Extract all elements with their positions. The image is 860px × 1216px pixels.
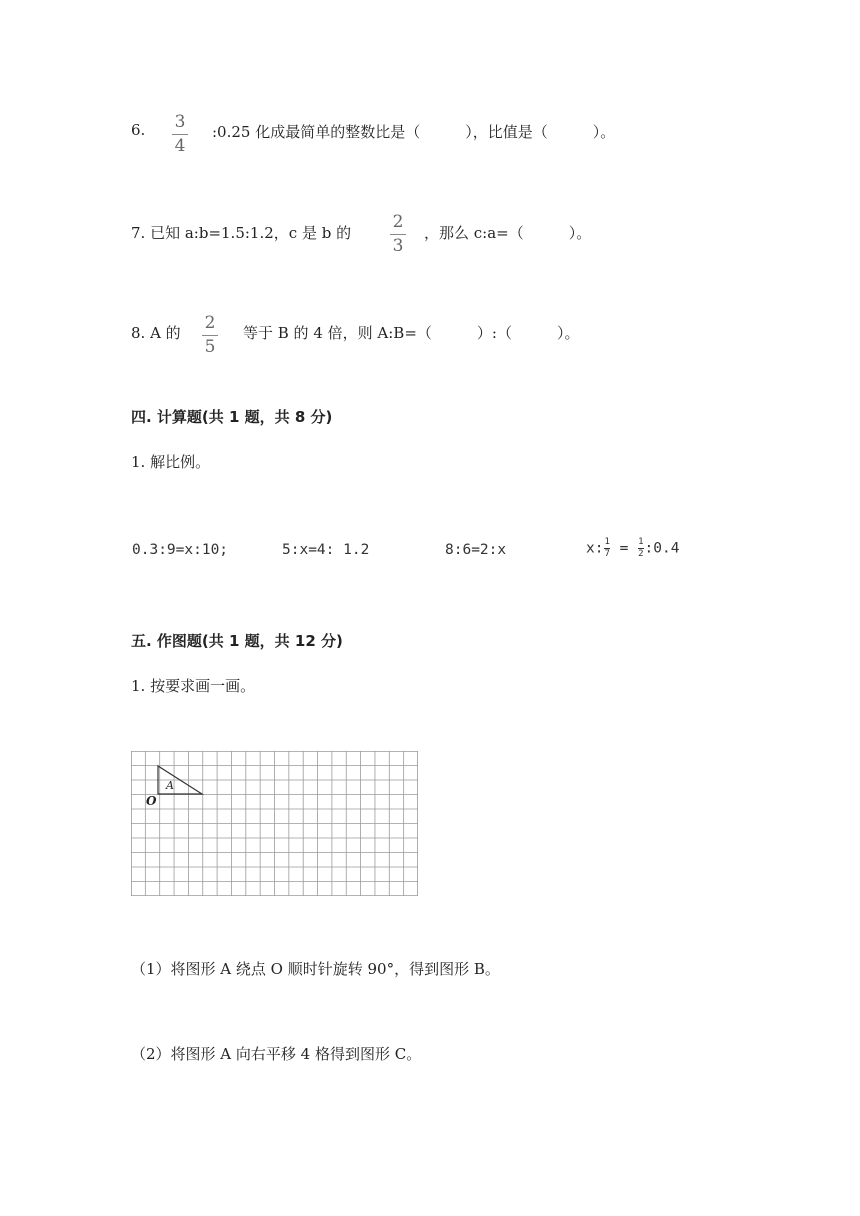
q8-fraction-numerator: 2	[204, 313, 216, 333]
equation-4-prefix: x:	[586, 540, 604, 557]
q7-fraction	[390, 214, 406, 255]
mini-numerator: 1	[604, 537, 610, 547]
mini-numerator: 1	[638, 537, 644, 547]
equation-4	[586, 538, 679, 559]
equation-4-equals: =	[619, 540, 629, 557]
q6-text: :0.25 化成最简单的整数比是（ ），比值是（ ）。	[212, 123, 616, 141]
q8-suffix: 等于 B 的 4 倍，则 A:B=（ ）:（ ）。	[243, 324, 580, 342]
equation-4-fraction-2	[638, 538, 643, 559]
fraction-bar	[202, 335, 218, 336]
mini-denominator: 7	[604, 549, 610, 559]
q7-fraction-numerator: 2	[392, 212, 404, 232]
q8-fraction	[202, 315, 218, 356]
shape-a-label: A	[166, 779, 174, 792]
drawing-grid	[131, 751, 418, 896]
section-4-heading: 四. 计算题(共 1 题，共 8 分)	[131, 408, 333, 426]
section-5-subquestion-1: （1）将图形 A 绕点 O 顺时针旋转 90°，得到图形 B。	[131, 960, 500, 978]
equation-4-fraction-1	[604, 538, 609, 559]
q6-fraction-denominator: 4	[174, 136, 186, 156]
grid-lines	[131, 751, 418, 896]
q7-fraction-denominator: 3	[392, 236, 404, 256]
equation-3: 8:6=2:x	[445, 542, 507, 558]
origin-o-label: O	[146, 794, 157, 808]
equation-1: 0.3:9=x:10;	[132, 542, 229, 558]
q7-suffix: ，那么 c:a=（ ）。	[424, 224, 592, 242]
q6-number: 6.	[131, 121, 146, 139]
fraction-bar	[390, 234, 406, 235]
section-5-subquestion-2: （2）将图形 A 向右平移 4 格得到图形 C。	[131, 1045, 422, 1063]
equation-4-suffix: :0.4	[644, 540, 680, 557]
q7-prefix: 7. 已知 a:b=1.5:1.2，c 是 b 的	[131, 224, 352, 242]
q6-fraction	[172, 114, 188, 155]
section-4-question-1: 1. 解比例。	[131, 453, 211, 471]
mini-denominator: 2	[638, 549, 644, 559]
section-5-heading: 五. 作图题(共 1 题，共 12 分)	[131, 632, 343, 650]
equation-2: 5:x=4: 1.2	[282, 542, 370, 558]
grid-svg	[131, 751, 418, 896]
q6-fraction-numerator: 3	[174, 112, 186, 132]
section-5-question-1: 1. 按要求画一画。	[131, 677, 256, 695]
q8-fraction-denominator: 5	[204, 337, 216, 357]
fraction-bar	[172, 134, 188, 135]
q8-prefix: 8. A 的	[131, 324, 181, 342]
